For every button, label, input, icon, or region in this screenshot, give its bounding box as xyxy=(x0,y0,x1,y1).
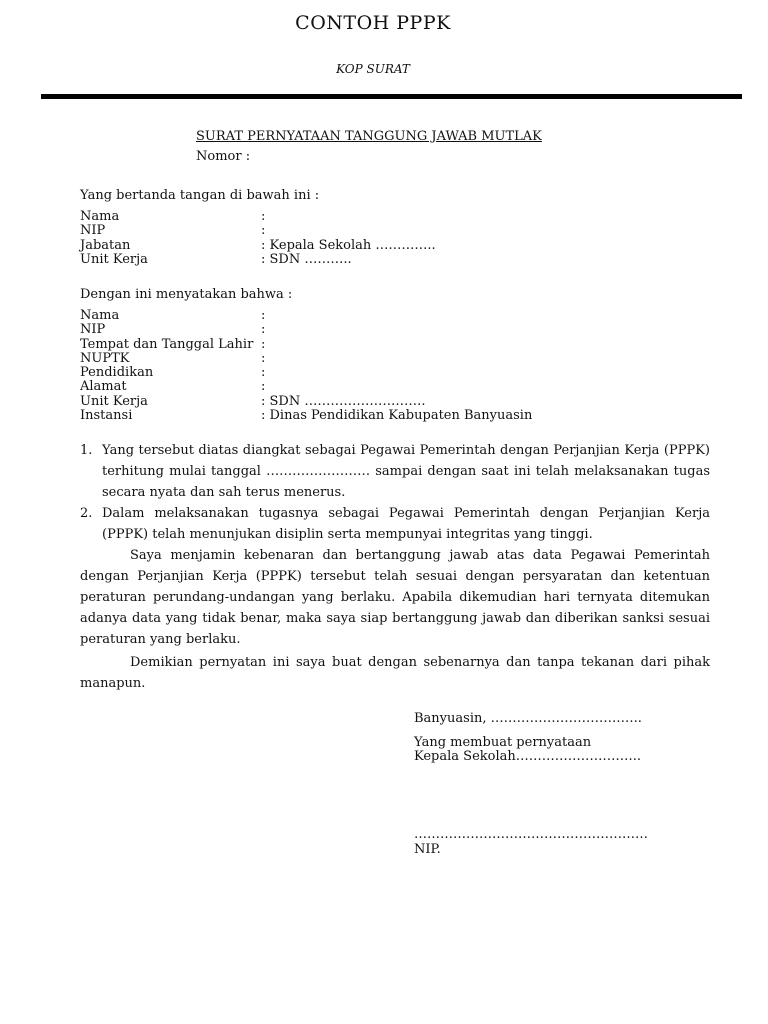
field-row xyxy=(80,309,532,323)
field-row xyxy=(80,323,532,337)
signature-position: Kepala Sekolah……………………….. xyxy=(414,749,642,764)
field-label: Pendidikan xyxy=(80,365,154,381)
statement-list xyxy=(80,440,710,545)
field-label: NIP xyxy=(80,223,106,239)
letterhead-divider xyxy=(41,94,742,99)
list-number: 1. xyxy=(80,443,93,458)
field-label: Instansi xyxy=(80,408,133,424)
field-label: Alamat xyxy=(80,379,127,395)
field-label: Nama xyxy=(80,308,120,323)
field-value: : xyxy=(261,365,266,381)
field-row xyxy=(80,224,436,238)
letterhead-label: KOP SURAT xyxy=(336,62,410,76)
field-value: : xyxy=(261,379,266,395)
field-row xyxy=(80,253,436,267)
field-row xyxy=(80,409,532,423)
field-value: : SDN ……….. xyxy=(261,251,352,267)
field-value: : xyxy=(261,308,266,323)
closing-paragraph: Demikian pernyatan ini saya buat dengan sebenarnya dan tanpa tekanan dari pihak manapun. xyxy=(80,655,710,691)
statement-intro: Dengan ini menyatakan bahwa : xyxy=(80,287,293,302)
field-label: NIP xyxy=(80,322,106,338)
field-row xyxy=(80,366,532,380)
signature-name-line: ……………………………………………… xyxy=(414,827,648,842)
signature-made-by: Yang membuat pernyataan xyxy=(414,735,592,750)
document-title: SURAT PERNYATAAN TANGGUNG JAWAB MUTLAK xyxy=(196,129,542,144)
field-value: : xyxy=(261,223,266,239)
signer-intro: Yang bertanda tangan di bawah ini : xyxy=(80,188,320,203)
field-value: : SDN ………………………. xyxy=(261,393,426,409)
field-label: Unit Kerja xyxy=(80,251,148,267)
signature-nip: NIP. xyxy=(414,842,441,857)
signature-place-date: Banyuasin, …………………………….. xyxy=(414,711,642,726)
list-item xyxy=(80,503,710,545)
field-label: NUPTK xyxy=(80,350,130,366)
guarantee-paragraph: Saya menjamin kebenaran dan bertanggung jawab atas data Pegawai Pemerintah dengan Perjanjian Kerja (PPPK) tersebut telah sesuai dengan persyaratan dan ketentuan peraturan perundang-undangan yang berlaku. Apabila dikemudian hari ternyata ditemukan adanya data yang tidak benar, maka saya siap bertanggung jawab dan diberikan sanksi sesuai peraturan yang berlaku. xyxy=(80,548,710,647)
field-label: Jabatan xyxy=(80,237,131,253)
list-text: Dalam melaksanakan tugasnya sebagai Pegawai Pemerintah dengan Perjanjian Kerja (PPPK) telah menunjukan disiplin serta mempunyai integritas yang tinggi. xyxy=(102,506,710,542)
field-value: : xyxy=(261,322,266,338)
document-number: Nomor : xyxy=(196,149,251,164)
list-number: 2. xyxy=(80,506,93,521)
field-row xyxy=(80,352,532,366)
field-value: : Dinas Pendidikan Kabupaten Banyuasin xyxy=(261,408,533,424)
field-row xyxy=(80,395,532,409)
field-value: : Kepala Sekolah ………….. xyxy=(261,237,436,253)
list-text: Yang tersebut diatas diangkat sebagai Pegawai Pemerintah dengan Perjanjian Kerja (PPPK) terhitung mulai tanggal …………………… sampai dengan saat ini telah melaksanakan tugas secara nyata dan sah terus menerus. xyxy=(102,443,710,500)
signer-fields xyxy=(80,210,436,267)
field-row xyxy=(80,210,436,224)
field-label: Tempat dan Tanggal Lahir xyxy=(80,336,254,352)
field-row xyxy=(80,380,532,394)
field-label: Nama xyxy=(80,209,120,224)
field-label: Unit Kerja xyxy=(80,393,148,409)
field-value: : xyxy=(261,336,266,352)
list-item xyxy=(80,440,710,503)
field-row xyxy=(80,239,436,253)
page-title: CONTOH PPPK xyxy=(295,12,451,34)
employee-fields xyxy=(80,309,532,423)
field-value: : xyxy=(261,350,266,366)
field-value: : xyxy=(261,209,266,224)
field-row xyxy=(80,338,532,352)
